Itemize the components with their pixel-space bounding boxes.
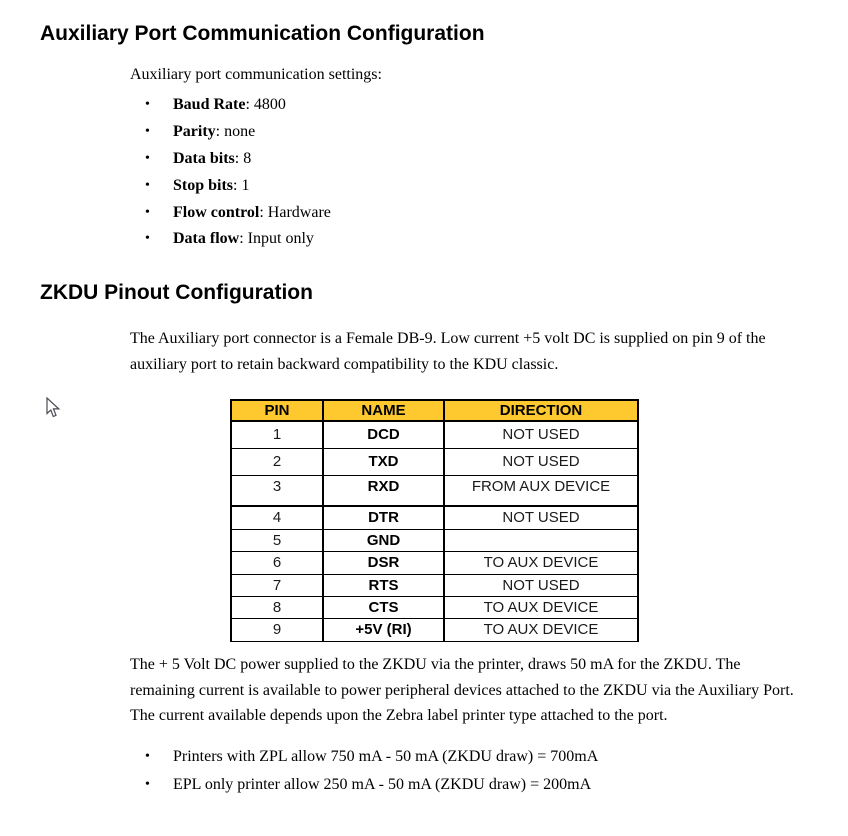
pin-cell: 9	[231, 618, 323, 641]
list-item	[145, 226, 331, 253]
bullet-icon: •	[145, 777, 150, 792]
list-item	[145, 146, 331, 173]
list-item-label: Data bits	[173, 149, 235, 167]
bullet-icon: •	[145, 124, 150, 140]
pin-cell: 4	[231, 506, 323, 529]
direction-cell: TO AUX DEVICE	[444, 596, 638, 618]
pinout-intro-paragraph: The Auxiliary port connector is a Female DB-9. Low current +5 volt DC is supplied on pin 9 of the auxiliary port to retain backward compatibility to the KDU classic.	[130, 330, 766, 373]
direction-cell	[444, 529, 638, 551]
list-item-label: Parity	[173, 123, 216, 141]
bullet-icon: •	[145, 749, 150, 764]
list-item-label: Baud Rate	[173, 96, 246, 114]
list-item-text	[173, 150, 251, 168]
direction-cell: TO AUX DEVICE	[444, 551, 638, 574]
name-cell: CTS	[323, 596, 444, 618]
name-cell: RTS	[323, 574, 444, 596]
list-item-value: : 4800	[245, 96, 286, 114]
bullet-icon: •	[145, 150, 150, 166]
table-row	[231, 421, 638, 448]
pin-cell: 8	[231, 596, 323, 618]
list-item	[145, 771, 598, 799]
table-row	[231, 475, 638, 506]
pin-cell: 3	[231, 475, 323, 506]
bullet-icon: •	[145, 231, 150, 247]
list-item	[145, 119, 331, 146]
list-item-text: EPL only printer allow 250 mA - 50 mA (ZKDU draw) = 200mA	[173, 776, 592, 793]
direction-cell: NOT USED	[444, 421, 638, 448]
name-cell: DCD	[323, 421, 444, 448]
table-row	[231, 506, 638, 529]
table-row	[231, 574, 638, 596]
list-item-value: : 1	[233, 176, 250, 194]
direction-cell: NOT USED	[444, 506, 638, 529]
name-cell: GND	[323, 529, 444, 551]
list-item-text	[173, 96, 286, 114]
table-header-row	[231, 400, 638, 421]
pin-cell: 1	[231, 421, 323, 448]
column-header-name: NAME	[323, 400, 444, 421]
column-header-direction: DIRECTION	[444, 400, 638, 421]
list-item-value: : 8	[234, 149, 252, 167]
bullet-icon: •	[145, 97, 150, 113]
bullet-icon: •	[145, 177, 150, 193]
aux-settings-intro: Auxiliary port communication settings:	[130, 66, 382, 83]
list-item-value: : Hardware	[259, 203, 331, 221]
list-item	[145, 199, 331, 226]
name-cell: RXD	[323, 475, 444, 506]
list-item-label: Flow control	[173, 203, 260, 221]
table-row	[231, 448, 638, 475]
section-title-zkdu-pinout: ZKDU Pinout Configuration	[40, 281, 313, 304]
aux-settings-list	[145, 92, 331, 253]
list-item-value: : none	[215, 123, 256, 141]
power-paragraph: The + 5 Volt DC power supplied to the ZKDU via the printer, draws 50 mA for the ZKDU. The remaining current is available to power peripheral devices attached to the ZKDU via the Auxiliary Port. The current available depends upon the Zebra label printer type attached to the port.	[130, 656, 794, 725]
pin-cell: 6	[231, 551, 323, 574]
table-row	[231, 529, 638, 551]
list-item-text	[173, 123, 255, 141]
table-row	[231, 618, 638, 641]
direction-cell: FROM AUX DEVICE	[444, 475, 638, 506]
bullet-icon: •	[145, 204, 150, 220]
pin-cell: 5	[231, 529, 323, 551]
list-item	[145, 92, 331, 119]
direction-cell: NOT USED	[444, 574, 638, 596]
name-cell: TXD	[323, 448, 444, 475]
list-item-label: Stop bits	[173, 176, 234, 194]
table-row	[231, 551, 638, 574]
section-title-aux-port-config: Auxiliary Port Communication Configuration	[40, 22, 485, 45]
list-item-text: Printers with ZPL allow 750 mA - 50 mA (ZKDU draw) = 700mA	[173, 748, 599, 765]
pin-cell: 2	[231, 448, 323, 475]
pinout-table-body	[231, 421, 638, 641]
list-item-text	[173, 230, 314, 248]
table-row	[231, 596, 638, 618]
column-header-pin: PIN	[231, 400, 323, 421]
list-item-value: : Input only	[239, 230, 314, 248]
list-item	[145, 172, 331, 199]
name-cell: DSR	[323, 551, 444, 574]
name-cell: DTR	[323, 506, 444, 529]
printer-power-list	[145, 743, 598, 799]
pin-cell: 7	[231, 574, 323, 596]
direction-cell: NOT USED	[444, 448, 638, 475]
mouse-pointer-icon	[46, 397, 62, 419]
name-cell: +5V (RI)	[323, 618, 444, 641]
list-item	[145, 743, 598, 771]
direction-cell: TO AUX DEVICE	[444, 618, 638, 641]
list-item-text	[173, 177, 249, 195]
zkdu-pinout-table	[230, 399, 639, 642]
list-item-text	[173, 204, 331, 222]
list-item-label: Data flow	[173, 230, 240, 248]
